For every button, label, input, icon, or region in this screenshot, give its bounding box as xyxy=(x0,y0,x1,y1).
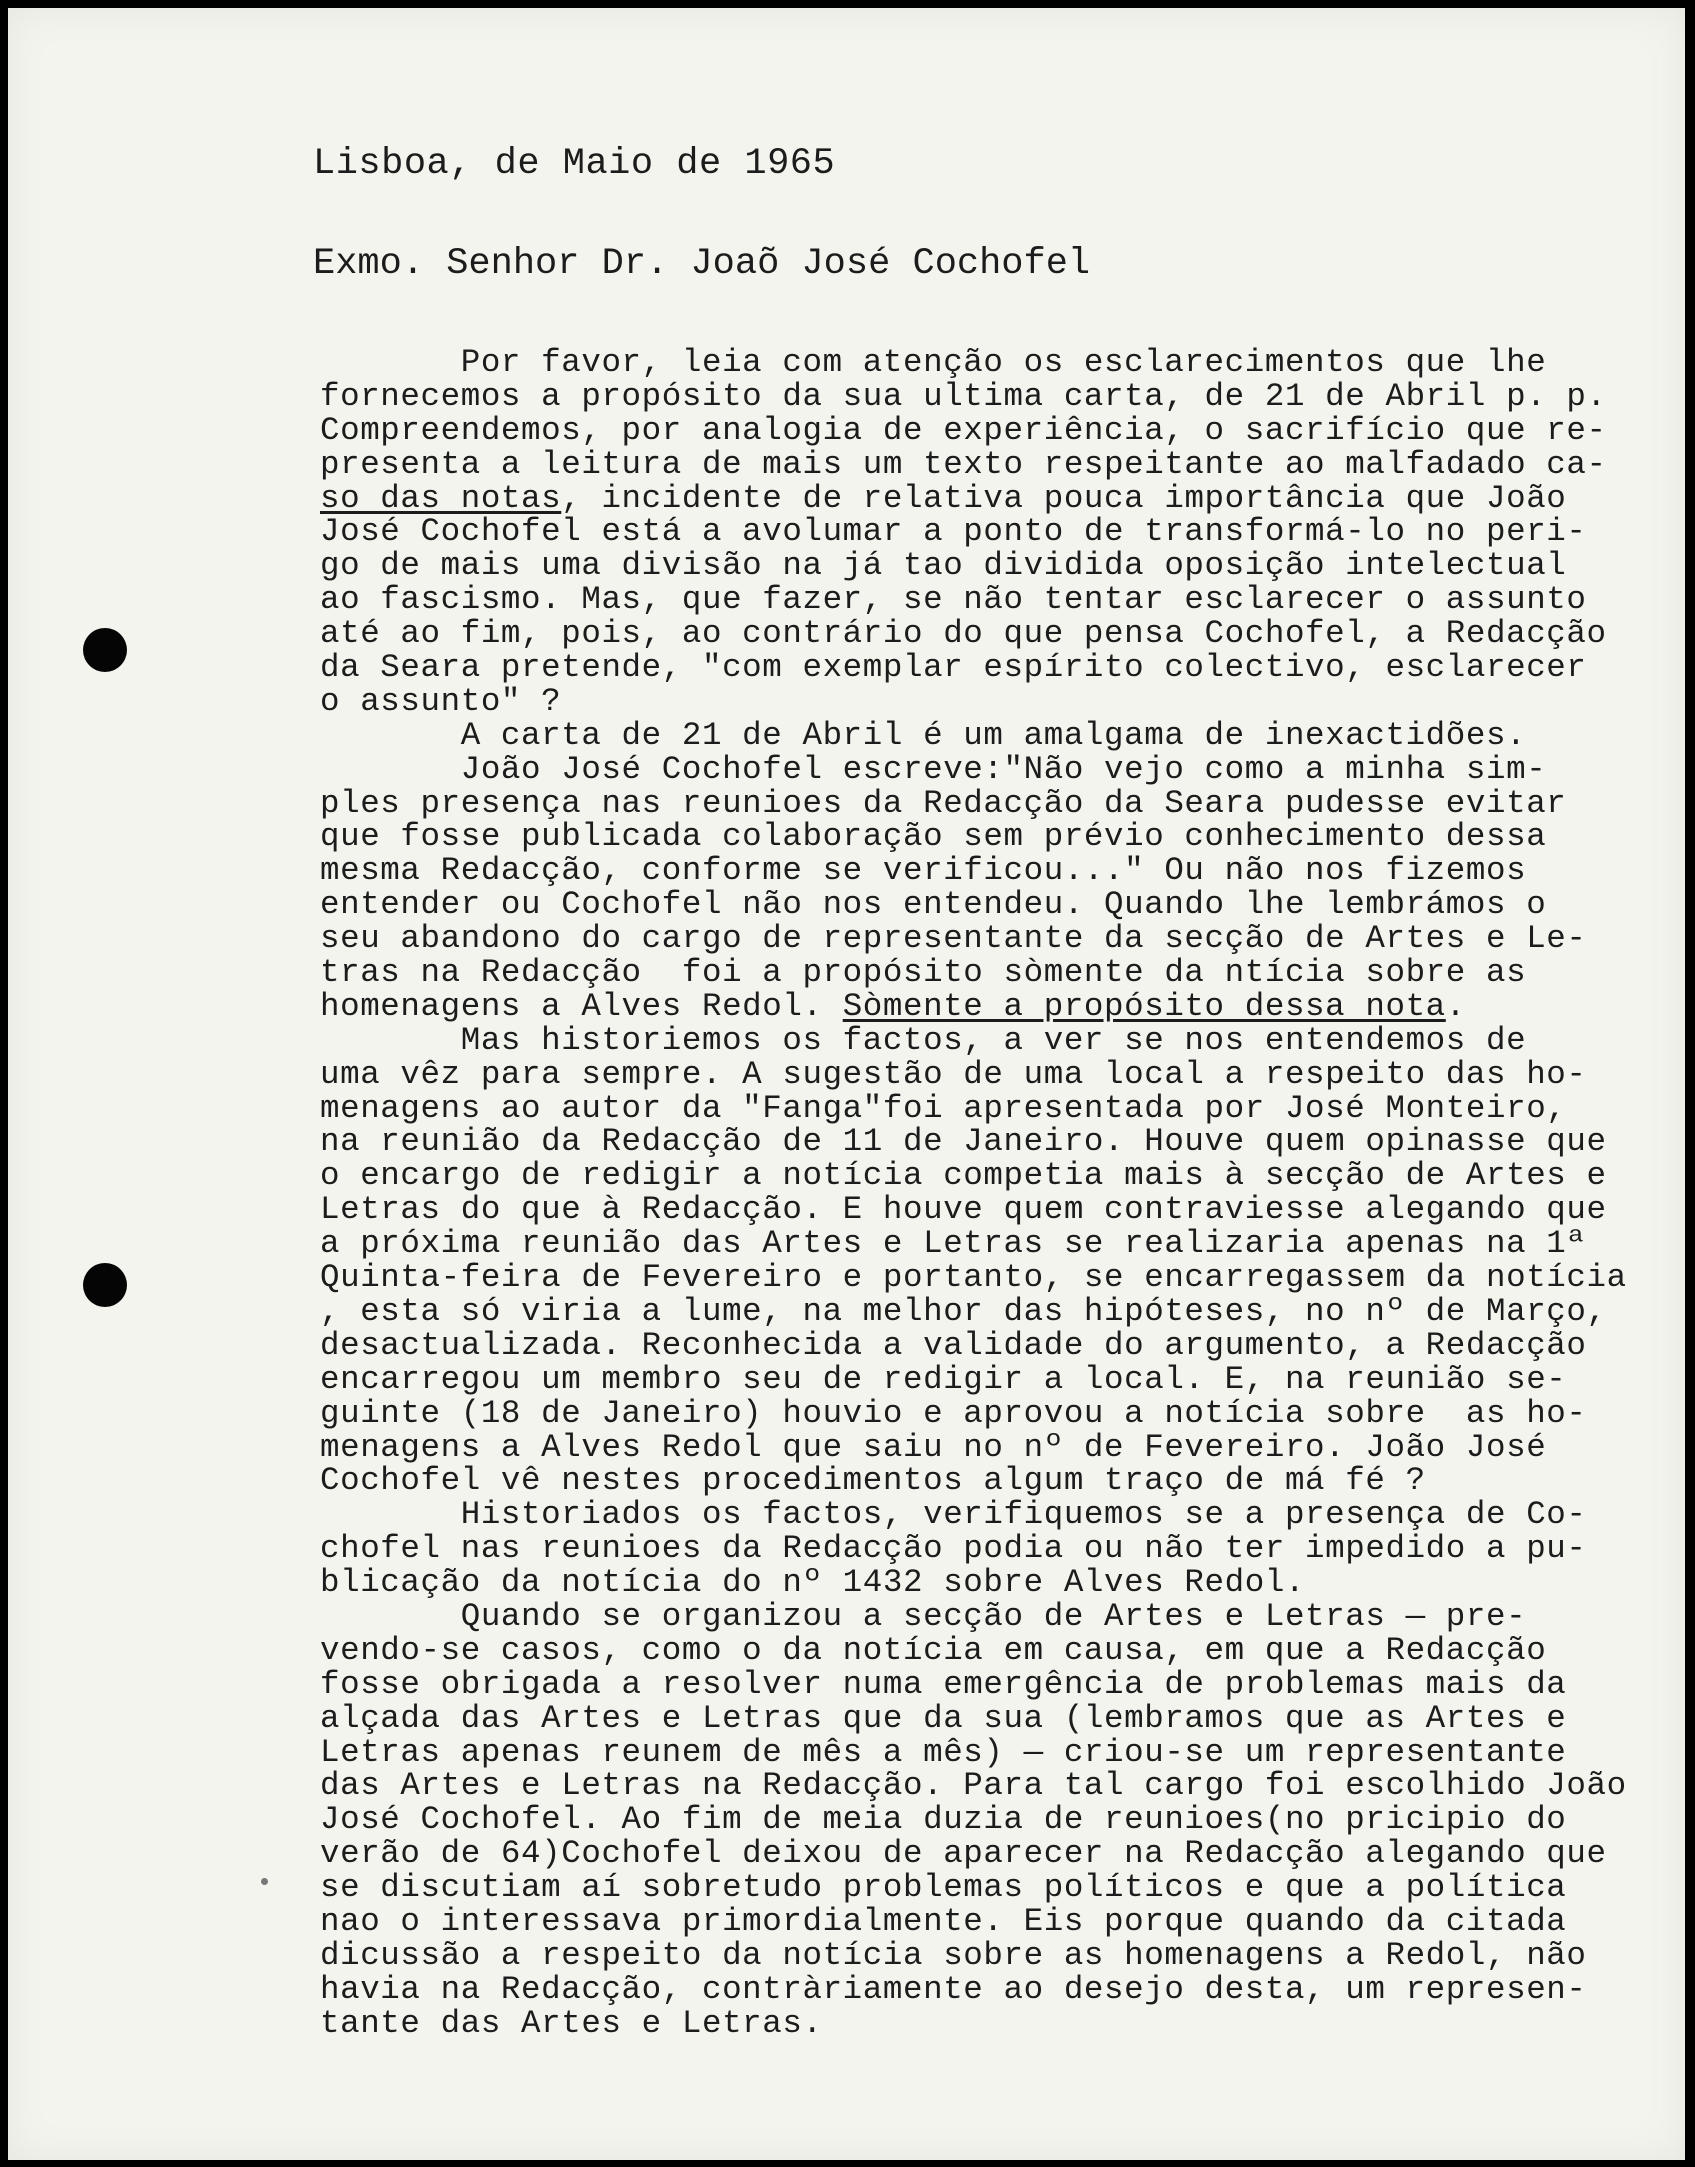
body-line: guinte (18 de Janeiro) houvio e aprovou a notícia sobre as ho- xyxy=(320,1394,1587,1432)
body-line: o encargo de redigir a notícia competia mais à secção de Artes e xyxy=(320,1157,1607,1195)
body-line: havia na Redacção, contràriamente ao desejo desta, um represen- xyxy=(320,1970,1587,2008)
body-line: da Seara pretende, "com exemplar espírito colectivo, esclarecer xyxy=(320,649,1587,687)
body-line: a próxima reunião das Artes e Letras se realizaria apenas na 1ª xyxy=(320,1225,1587,1263)
body-line: alçada das Artes e Letras que da sua (lembramos que as Artes e xyxy=(320,1699,1567,1737)
body-line: Quando se organizou a secção de Artes e Letras — pre- xyxy=(320,1597,1527,1635)
salutation: Exmo. Senhor Dr. Joaõ José Cochofel xyxy=(313,243,1091,285)
body-line: desactualizada. Reconhecida a validade do argumento, a Redacção xyxy=(320,1326,1587,1364)
body-line: fornecemos a propósito da sua ultima carta, de 21 de Abril p. p. xyxy=(320,377,1607,415)
body-line: Por favor, leia com atenção os esclarecimentos que lhe xyxy=(320,344,1547,381)
body-line: seu abandono do cargo de representante da secção de Artes e Le- xyxy=(320,920,1587,958)
body-line: Historiados os factos, verifiquemos se a presença de Co- xyxy=(320,1496,1587,1534)
body-line: Letras do que à Redacção. E houve quem contraviesse alegando que xyxy=(320,1191,1607,1229)
letter-text xyxy=(8,8,1685,2160)
body-line: tante das Artes e Letras. xyxy=(320,2004,823,2042)
body-line: José Cochofel. Ao fim de meia duzia de reunioes(no pricipio do xyxy=(320,1801,1567,1839)
body-line: so das notas, incidente de relativa pouca importância que João xyxy=(320,479,1567,517)
body-line: entender ou Cochofel não nos entendeu. Quando lhe lembrámos o xyxy=(320,886,1547,924)
body-line: menagens ao autor da "Fanga"foi apresentada por José Monteiro, xyxy=(320,1089,1567,1127)
body-line: homenagens a Alves Redol. Sòmente a propósito dessa nota. xyxy=(320,987,1466,1025)
body-line: mesma Redacção, conforme se verificou..." Ou não nos fizemos xyxy=(320,852,1527,890)
body-line: dicussão a respeito da notícia sobre as homenagens a Redol, não xyxy=(320,1936,1587,1974)
body-line: go de mais uma divisão na já tao dividida oposição intelectual xyxy=(320,547,1567,585)
body-line: , esta só viria a lume, na melhor das hipóteses, no nº de Março, xyxy=(320,1292,1607,1330)
body-line: Cochofel vê nestes procedimentos algum traço de má fé ? xyxy=(320,1462,1426,1500)
body-line: Mas historiemos os factos, a ver se nos entendemos de xyxy=(320,1021,1527,1059)
body-line: que fosse publicada colaboração sem prévio conhecimento dessa xyxy=(320,818,1547,856)
letter-page xyxy=(8,8,1685,2160)
body-line: fosse obrigada a resolver numa emergência de problemas mais da xyxy=(320,1665,1567,1703)
body-line: chofel nas reunioes da Redacção podia ou não ter impedido a pu- xyxy=(320,1530,1587,1568)
body-line: Letras apenas reunem de mês a mês) — criou-se um representante xyxy=(320,1733,1567,1771)
body-line: encarregou um membro seu de redigir a local. E, na reunião se- xyxy=(320,1360,1567,1398)
body-line: ao fascismo. Mas, que fazer, se não tentar esclarecer o assunto xyxy=(320,581,1587,619)
body-line: uma vêz para sempre. A sugestão de uma local a respeito das ho- xyxy=(320,1055,1587,1093)
body-line: Compreendemos, por analogia de experiência, o sacrifício que re- xyxy=(320,411,1607,449)
letter-body xyxy=(320,344,1627,2042)
body-line: o assunto" ? xyxy=(320,682,562,720)
body-line: menagens a Alves Redol que saiu no nº de Fevereiro. João José xyxy=(320,1428,1547,1466)
body-line: José Cochofel está a avolumar a ponto de transformá-lo no peri- xyxy=(320,513,1587,551)
body-line: Quinta-feira de Fevereiro e portanto, se encarregassem da notícia xyxy=(320,1259,1627,1297)
body-line: das Artes e Letras na Redacção. Para tal cargo foi escolhido João xyxy=(320,1767,1627,1805)
body-line: ples presença nas reunioes da Redacção da Seara pudesse evitar xyxy=(320,784,1567,822)
body-line: A carta de 21 de Abril é um amalgama de inexactidões. xyxy=(320,716,1527,754)
body-line: João José Cochofel escreve:"Não vejo como a minha sim- xyxy=(320,750,1547,788)
body-line: se discutiam aí sobretudo problemas políticos e que a política xyxy=(320,1869,1567,1907)
body-line: tras na Redacção foi a propósito sòmente da ntícia sobre as xyxy=(320,954,1527,992)
body-line: vendo-se casos, como o da notícia em causa, em que a Redacção xyxy=(320,1631,1547,1669)
body-line: verão de 64)Cochofel deixou de aparecer na Redacção alegando que xyxy=(320,1835,1607,1873)
body-line: nao o interessava primordialmente. Eis porque quando da citada xyxy=(320,1902,1567,1940)
body-line: presenta a leitura de mais um texto respeitante ao malfadado ca- xyxy=(320,445,1607,483)
body-line: na reunião da Redacção de 11 de Janeiro. Houve quem opinasse que xyxy=(320,1123,1607,1161)
date-line: Lisboa, de Maio de 1965 xyxy=(313,143,836,185)
body-line: blicação da notícia do nº 1432 sobre Alves Redol. xyxy=(320,1564,1306,1602)
body-line: até ao fim, pois, ao contrário do que pensa Cochofel, a Redacção xyxy=(320,615,1607,653)
